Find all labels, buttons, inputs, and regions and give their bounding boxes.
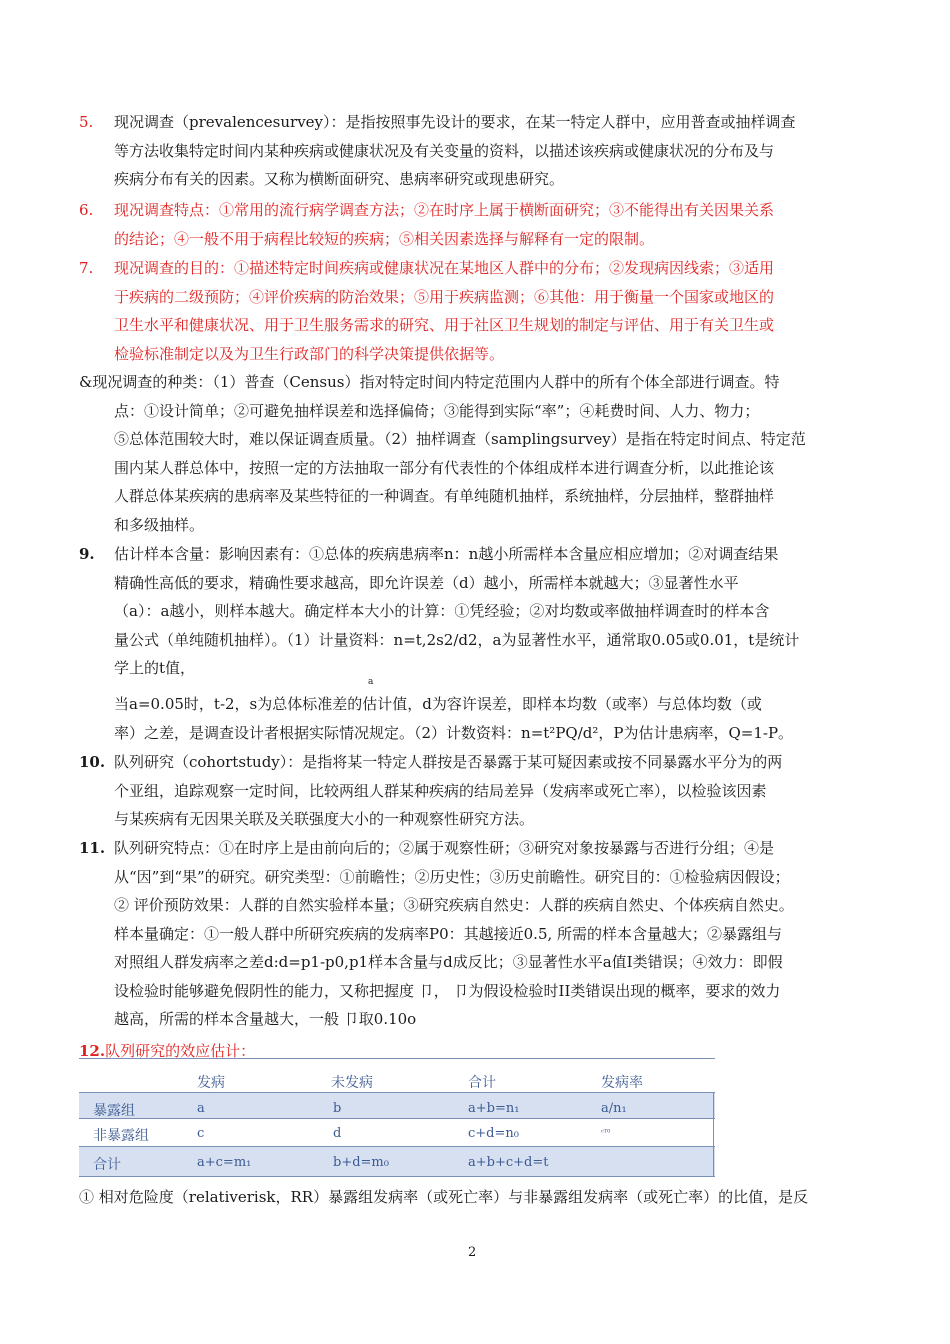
text-line: 估计样本含量：影响因素有：①总体的疾病患病率n：n越小所需样本含量应相应增加；②对调查结果 — [114, 545, 779, 563]
item-5 — [79, 108, 796, 194]
item-7 — [79, 254, 774, 368]
page-number: 2 — [468, 1245, 477, 1260]
table-cell: a — [197, 1101, 205, 1116]
subscript-a: a — [368, 677, 374, 687]
table-cell: a+c=m₁ — [197, 1155, 252, 1170]
text-line: 设检验时能够避免假阴性的能力，又称把握度 卩， 卩为假设检验时II类错误出现的概率，要求的效力 — [114, 981, 781, 1000]
text-line: 学上的t值， — [114, 659, 196, 677]
table-band-total — [79, 1146, 715, 1176]
item-number: 10. — [79, 753, 106, 771]
table-rule — [79, 1092, 715, 1093]
table-cell: b — [333, 1101, 342, 1116]
table-cell: 暴露组 — [93, 1103, 135, 1119]
item-9-continued — [79, 690, 793, 747]
text-line: 和多级抽样。 — [114, 515, 205, 534]
item-10 — [79, 748, 782, 834]
item-6 — [79, 196, 774, 253]
text-line: 从“因”到“果”的研究。研究类型：①前瞻性；②历史性；③历史前瞻性。研究目的：①检验病因假设； — [114, 867, 790, 886]
text-line: &现况调查的种类：（1）普查（Census）指对特定时间内特定范围内人群中的所有个体全部进行调查。特 — [79, 373, 780, 391]
text-line: 现况调查（prevalencesurvey）：是指按照事先设计的要求，在某一特定人群中，应用普查或抽样调查 — [114, 113, 796, 131]
text-line: 越高，所需的样本含量越大，一般 卩取0.10o — [114, 1010, 417, 1028]
text-line: 率）之差，是调查设计者根据实际情况规定。（2）计数资料：n=t²PQ/d²，P为估计患病率，Q=1-P。 — [114, 723, 794, 742]
text-line: 卫生水平和健康状况、用于卫生服务需求的研究、用于社区卫生规划的制定与评估、用于有关卫生或 — [114, 316, 775, 334]
item-number: 5. — [79, 113, 94, 131]
table-cell: 非暴露组 — [93, 1128, 149, 1144]
table-cell: a+b+c+d=t — [468, 1155, 549, 1170]
text-line: 于疾病的二级预防；④评价疾病的防治效果；⑤用于疾病监测；⑥其他：用于衡量一个国家或地区的 — [114, 287, 775, 306]
table-cell: c+d=n₀ — [468, 1126, 519, 1141]
survey-types — [79, 368, 806, 539]
table-cell: a/n₁ — [601, 1101, 627, 1116]
table-header: 未发病 — [331, 1075, 373, 1091]
table-cell: ᶜᵀ⁰ — [601, 1128, 611, 1137]
cohort-table — [79, 1058, 715, 1178]
table-header: 发病 — [197, 1075, 225, 1091]
text-line: ⑤总体范围较大时，难以保证调查质量。（2）抽样调查（samplingsurvey）是指在特定时间点、特定范 — [114, 430, 806, 448]
text-line: 队列研究（cohortstudy）：是指将某一特定人群按是否暴露于某可疑因素或按不同暴露水平分为的两 — [114, 753, 783, 771]
item-11 — [79, 834, 794, 1034]
text-line: 样本量确定：①一般人群中所研究疾病的发病率P0：其越接近0.5, 所需的样本含量越大；②暴露组与 — [114, 924, 783, 943]
text-line: 与某疾病有无因果关联及关联强度大小的一种观察性研究方法。 — [114, 810, 535, 828]
text-line: 现况调查特点：①常用的流行病学调查方法；②在时序上属于横断面研究；③不能得出有关因果关系 — [114, 201, 775, 219]
item-number: 11. — [79, 839, 106, 857]
text-line: 点：①设计简单；②可避免抽样误差和选择偏倚；③能得到实际“率”；④耗费时间、人力、物力； — [114, 401, 760, 420]
table-cell: c — [197, 1126, 205, 1141]
text-line: 个亚组，追踪观察一定时间，比较两组人群某种疾病的结局差异（发病率或死亡率），以检验该因素 — [114, 781, 767, 800]
item-number: 9. — [79, 545, 95, 563]
text-line: ① 相对危险度（relativerisk，RR）暴露组发病率（或死亡率）与非暴露组发病率（或死亡率）的比值，是反 — [79, 1188, 809, 1206]
table-header: 发病率 — [601, 1075, 643, 1091]
table-rule-bottom — [79, 1176, 715, 1177]
table-rule — [79, 1146, 715, 1147]
item-number: 7. — [79, 259, 94, 277]
section-title: 队列研究的效应估计： — [105, 1042, 256, 1060]
table-rule — [79, 1118, 715, 1119]
table-cell: b+d=m₀ — [333, 1155, 389, 1170]
text-line: （a）：a越小，则样本越大。确定样本大小的计算：①凭经验；②对均数或率做抽样调查时的样本含 — [114, 602, 770, 620]
text-line: 精确性高低的要求，精确性要求越高，即允许误差（d）越小，所需样本就越大；③显著性水平 — [114, 573, 739, 592]
item-number: 12. — [79, 1042, 106, 1060]
text-line: 围内某人群总体中，按照一定的方法抽取一部分有代表性的个体组成样本进行调查分析，以此推论该 — [114, 458, 775, 477]
text-line: 等方法收集特定时间内某种疾病或健康状况及有关变量的资料，以描述该疾病或健康状况的分布及与 — [114, 141, 775, 160]
table-cell: 合计 — [93, 1157, 121, 1173]
text-line: 人群总体某疾病的患病率及某些特征的一种调查。有单纯随机抽样，系统抽样，分层抽样，整群抽样 — [114, 487, 775, 505]
text-line: 对照组人群发病率之差d:d=p1-p0,p1样本含量与d成反比；③显著性水平a值I类错误；④效力：即假 — [114, 953, 783, 971]
table-header: 合计 — [468, 1075, 496, 1091]
text-line: 现况调查的目的：①描述特定时间疾病或健康状况在某地区人群中的分布；②发现病因线索；③适用 — [114, 259, 775, 277]
table-rule-top — [79, 1058, 715, 1059]
text-line: 检验标准制定以及为卫生行政部门的科学决策提供依据等。 — [114, 344, 505, 363]
table-cell: d — [333, 1126, 342, 1141]
text-line: ② 评价预防效果：人群的自然实验样本量；③研究疾病自然史：人群的疾病自然史、个体疾病自然史。 — [114, 896, 794, 914]
table-right-edge — [713, 1092, 714, 1177]
text-line: 疾病分布有关的因素。又称为横断面研究、患病率研究或现患研究。 — [114, 170, 565, 188]
text-line: 量公式（单纯随机抽样）。（1）计量资料：n=t,2s2/d2，a为显著性水平，通常取0.05或0.01，t是统计 — [114, 630, 800, 649]
table-cell: a+b=n₁ — [468, 1101, 520, 1116]
text-line: 当a=0.05时，t-2，s为总体标准差的估计值，d为容许误差，即样本均数（或率）与总体均数（或 — [114, 695, 762, 713]
item-9 — [79, 540, 799, 683]
text-line: 的结论；④一般不用于病程比较短的疾病；⑤相关因素选择与解释有一定的限制。 — [114, 229, 655, 248]
text-line: 队列研究特点：①在时序上是由前向后的；②属于观察性研；③研究对象按暴露与否进行分组；④是 — [114, 839, 775, 857]
item-number: 6. — [79, 201, 94, 219]
